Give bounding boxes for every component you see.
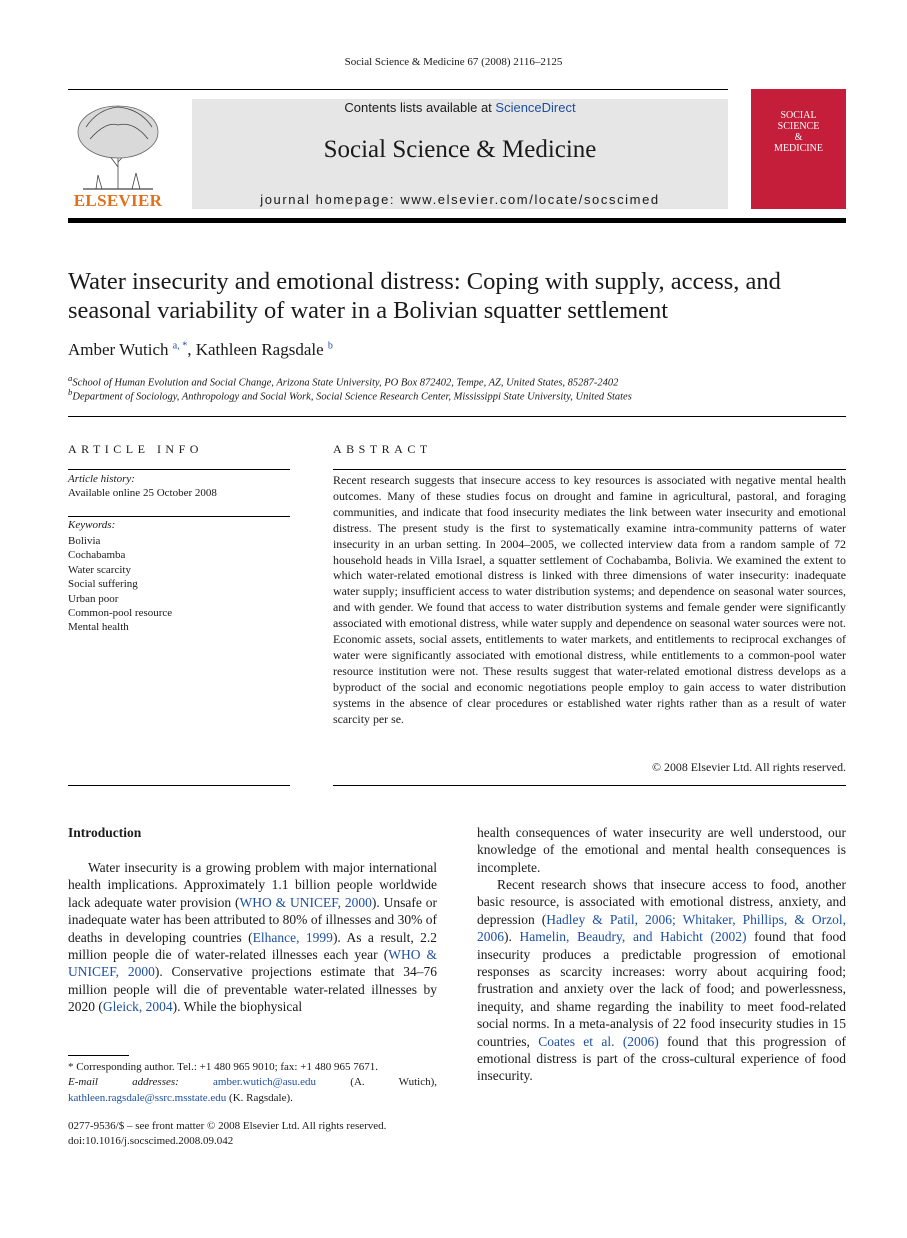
cover-title-line: SOCIAL (780, 110, 817, 121)
paragraph-text: Water insecurity is a growing problem with major international health implications. Approximately 1.1 billion people worldwide lack adequate water provision ( (68, 860, 437, 910)
corresponding-author-footnote (68, 1060, 437, 1106)
citation-link[interactable]: Hamelin, Beaudry, and Habicht (2002) (519, 929, 747, 945)
keyword: Bolivia (68, 535, 101, 547)
article-history-value: Available online 25 October 2008 (68, 487, 217, 499)
paragraph-text: ). Conservative projections estimate that 34–76 million people will die of preventable water-related illnesses by 2020 ( (68, 964, 437, 1015)
issn-line: 0277-9536/$ – see front matter © 2008 Elsevier Ltd. All rights reserved. (68, 1120, 387, 1132)
email-link[interactable]: kathleen.ragsdale@ssrc.msstate.edu (68, 1091, 227, 1104)
journal-reference: Social Science & Medicine 67 (2008) 2116–2125 (344, 56, 563, 68)
homepage-label: journal homepage: (260, 192, 401, 207)
article-info-heading: ARTICLE INFO (68, 442, 203, 456)
author-name: Amber Wutich (68, 340, 169, 359)
affiliation-mark: b (68, 387, 73, 397)
abstract-text: Recent research suggests that insecure access to key resources is associated with negative mental health outcomes. Many of these studies focus on drought and famine in agricultural, pastoral, and foraging communities, and indicate that food insecurity mediates the link between water insecurity and emotional distress. The present study is the first to systematically examine intra-community patterns of water insecurity in an urban setting. In 2004–2005, we collected interview data from a random sample of 72 household heads in Villa Israel, a squatter settlement of Cochabamba, Bolivia. We examined the extent to which water-related emotional distress is linked with three dimensions of water insecurity: inadequate water supply; insufficient access to water distribution systems; and dependence on seasonal water sources, and with gender. We found that access to water distribution systems and female gender were significantly associated with emotional distress, while water supply and dependence on seasonal water sources were not. Economic assets, social assets, entitlements to water markets, and entitlements to reciprocal exchanges of water were significantly associated with emotional distress, while entitlements to a common-pool water resource institution were not. These results suggest that water-related emotional distress develops as a byproduct of the social and economic negotiations people employ to gain access to water distribution systems in the absence of clear procedures or established water rights rather than as a result of water scarcity per se. (333, 473, 846, 726)
author-list (68, 340, 846, 360)
body-paragraph: health consequences of water insecurity are well understood, our knowledge of the emotional and mental health consequences is incomplete. (477, 825, 846, 875)
author-separator: , (187, 340, 196, 359)
affiliation-text: Department of Sociology, Anthropology and Social Work, Social Science Research Center, Mississippi State University, United States (72, 391, 632, 403)
citation-link[interactable]: Hadley & Patil, 2006; Whitaker, Phillips, & Orzol, 2006 (477, 911, 846, 945)
email-label: E-mail addresses: (68, 1076, 179, 1089)
paragraph-text: ). While the biophysical (172, 999, 303, 1015)
elsevier-wordmark: ELSEVIER (73, 191, 163, 210)
keyword: Social suffering (68, 578, 138, 591)
journal-cover-title (751, 110, 846, 154)
divider (68, 785, 290, 786)
citation-link[interactable]: Coates et al. (2006) (538, 1033, 659, 1049)
paragraph-text: found that food insecurity produces a predictable progression of emotional responses as scarcity increases: worry about acquiring food; frustration and anxiety over the lack of food; and powerlessness, inequity, and shame regarding the inability to meet food-related social norms. In a meta-analysis of 22 food insecurity studies in 15 countries, (477, 929, 846, 1049)
divider (333, 785, 846, 786)
abstract-copyright: © 2008 Elsevier Ltd. All rights reserved. (652, 760, 846, 774)
email-owner: (A. Wutich), (350, 1076, 438, 1089)
keywords-list (68, 534, 172, 635)
divider (333, 469, 846, 470)
header-top-rule (68, 89, 728, 90)
email-link[interactable]: amber.wutich@asu.edu (213, 1076, 317, 1089)
citation-link[interactable]: Gleick, 2004 (102, 999, 173, 1015)
keyword: Cochabamba (68, 549, 126, 562)
footnote-mark: * (68, 1061, 74, 1073)
body-paragraph (68, 859, 437, 1016)
article-history-label: Article history: (68, 473, 135, 485)
divider (68, 516, 290, 517)
keyword: Water scarcity (68, 563, 131, 576)
keyword: Mental health (68, 621, 129, 634)
paragraph-text: found that this progression of emotional distress is part of the cross-cultural experience of food insecurity. (477, 1033, 846, 1084)
affiliation-mark: a (68, 373, 73, 383)
contents-prefix: Contents lists available at (344, 100, 496, 115)
affiliation-text: School of Human Evolution and Social Change, Arizona State University, PO Box 872402, Tempe, AZ, United States, 85287-2402 (72, 377, 619, 389)
corresponding-author-text: Corresponding author. Tel.: +1 480 965 9010; fax: +1 480 965 7671. (76, 1061, 378, 1073)
cover-title-line: MEDICINE (774, 143, 823, 154)
abstract-heading: ABSTRACT (333, 442, 432, 456)
keyword: Common-pool resource (68, 607, 173, 620)
homepage-url[interactable]: www.elsevier.com/locate/socscimed (400, 192, 660, 207)
article-title: Water insecurity and emotional distress: Coping with supply, access, and seasonal variability of water in a Bolivian squatter settlement (68, 268, 781, 324)
author-affiliation-marks[interactable]: a, * (172, 340, 188, 352)
footnote-rule (68, 1055, 129, 1056)
citation-link[interactable]: WHO & UNICEF, 2000 (68, 947, 437, 980)
email-owner: (K. Ragsdale). (229, 1091, 293, 1104)
author-name: Kathleen Ragsdale (195, 340, 324, 359)
paragraph-text: ). As a result, 2.2 million people die of water-related illnesses each year ( (68, 929, 437, 963)
citation-link[interactable]: Elhance, 1999 (252, 929, 333, 945)
contents-available-line (192, 100, 728, 115)
paragraph-text: Recent research shows that insecure access to food, another basic resource, is associated with emotional distress, anxiety, and depression ( (477, 877, 846, 927)
paragraph-text: ). (504, 929, 520, 945)
cover-title-line: SCIENCE (777, 121, 820, 132)
divider (68, 416, 846, 417)
keywords-label: Keywords: (68, 519, 116, 531)
body-paragraph (477, 876, 846, 1085)
header-thick-rule (68, 218, 846, 223)
journal-homepage-line (192, 192, 728, 207)
divider (68, 469, 290, 470)
author-affiliation-marks[interactable]: b (327, 340, 333, 352)
introduction-heading: Introduction (68, 825, 142, 840)
doi-line[interactable]: doi:10.1016/j.socscimed.2008.09.042 (68, 1135, 234, 1147)
cover-title-line: & (794, 132, 803, 143)
journal-name: Social Science & Medicine (323, 136, 597, 163)
affiliation-b (68, 387, 846, 403)
keyword: Urban poor (68, 592, 119, 605)
paragraph-text: ). Unsafe or inadequate water has been attributed to 80% of illnesses and 30% of deaths in developing countries ( (68, 894, 437, 945)
citation-link[interactable]: WHO & UNICEF, 2000 (239, 894, 372, 910)
sciencedirect-link[interactable]: ScienceDirect (495, 100, 576, 115)
